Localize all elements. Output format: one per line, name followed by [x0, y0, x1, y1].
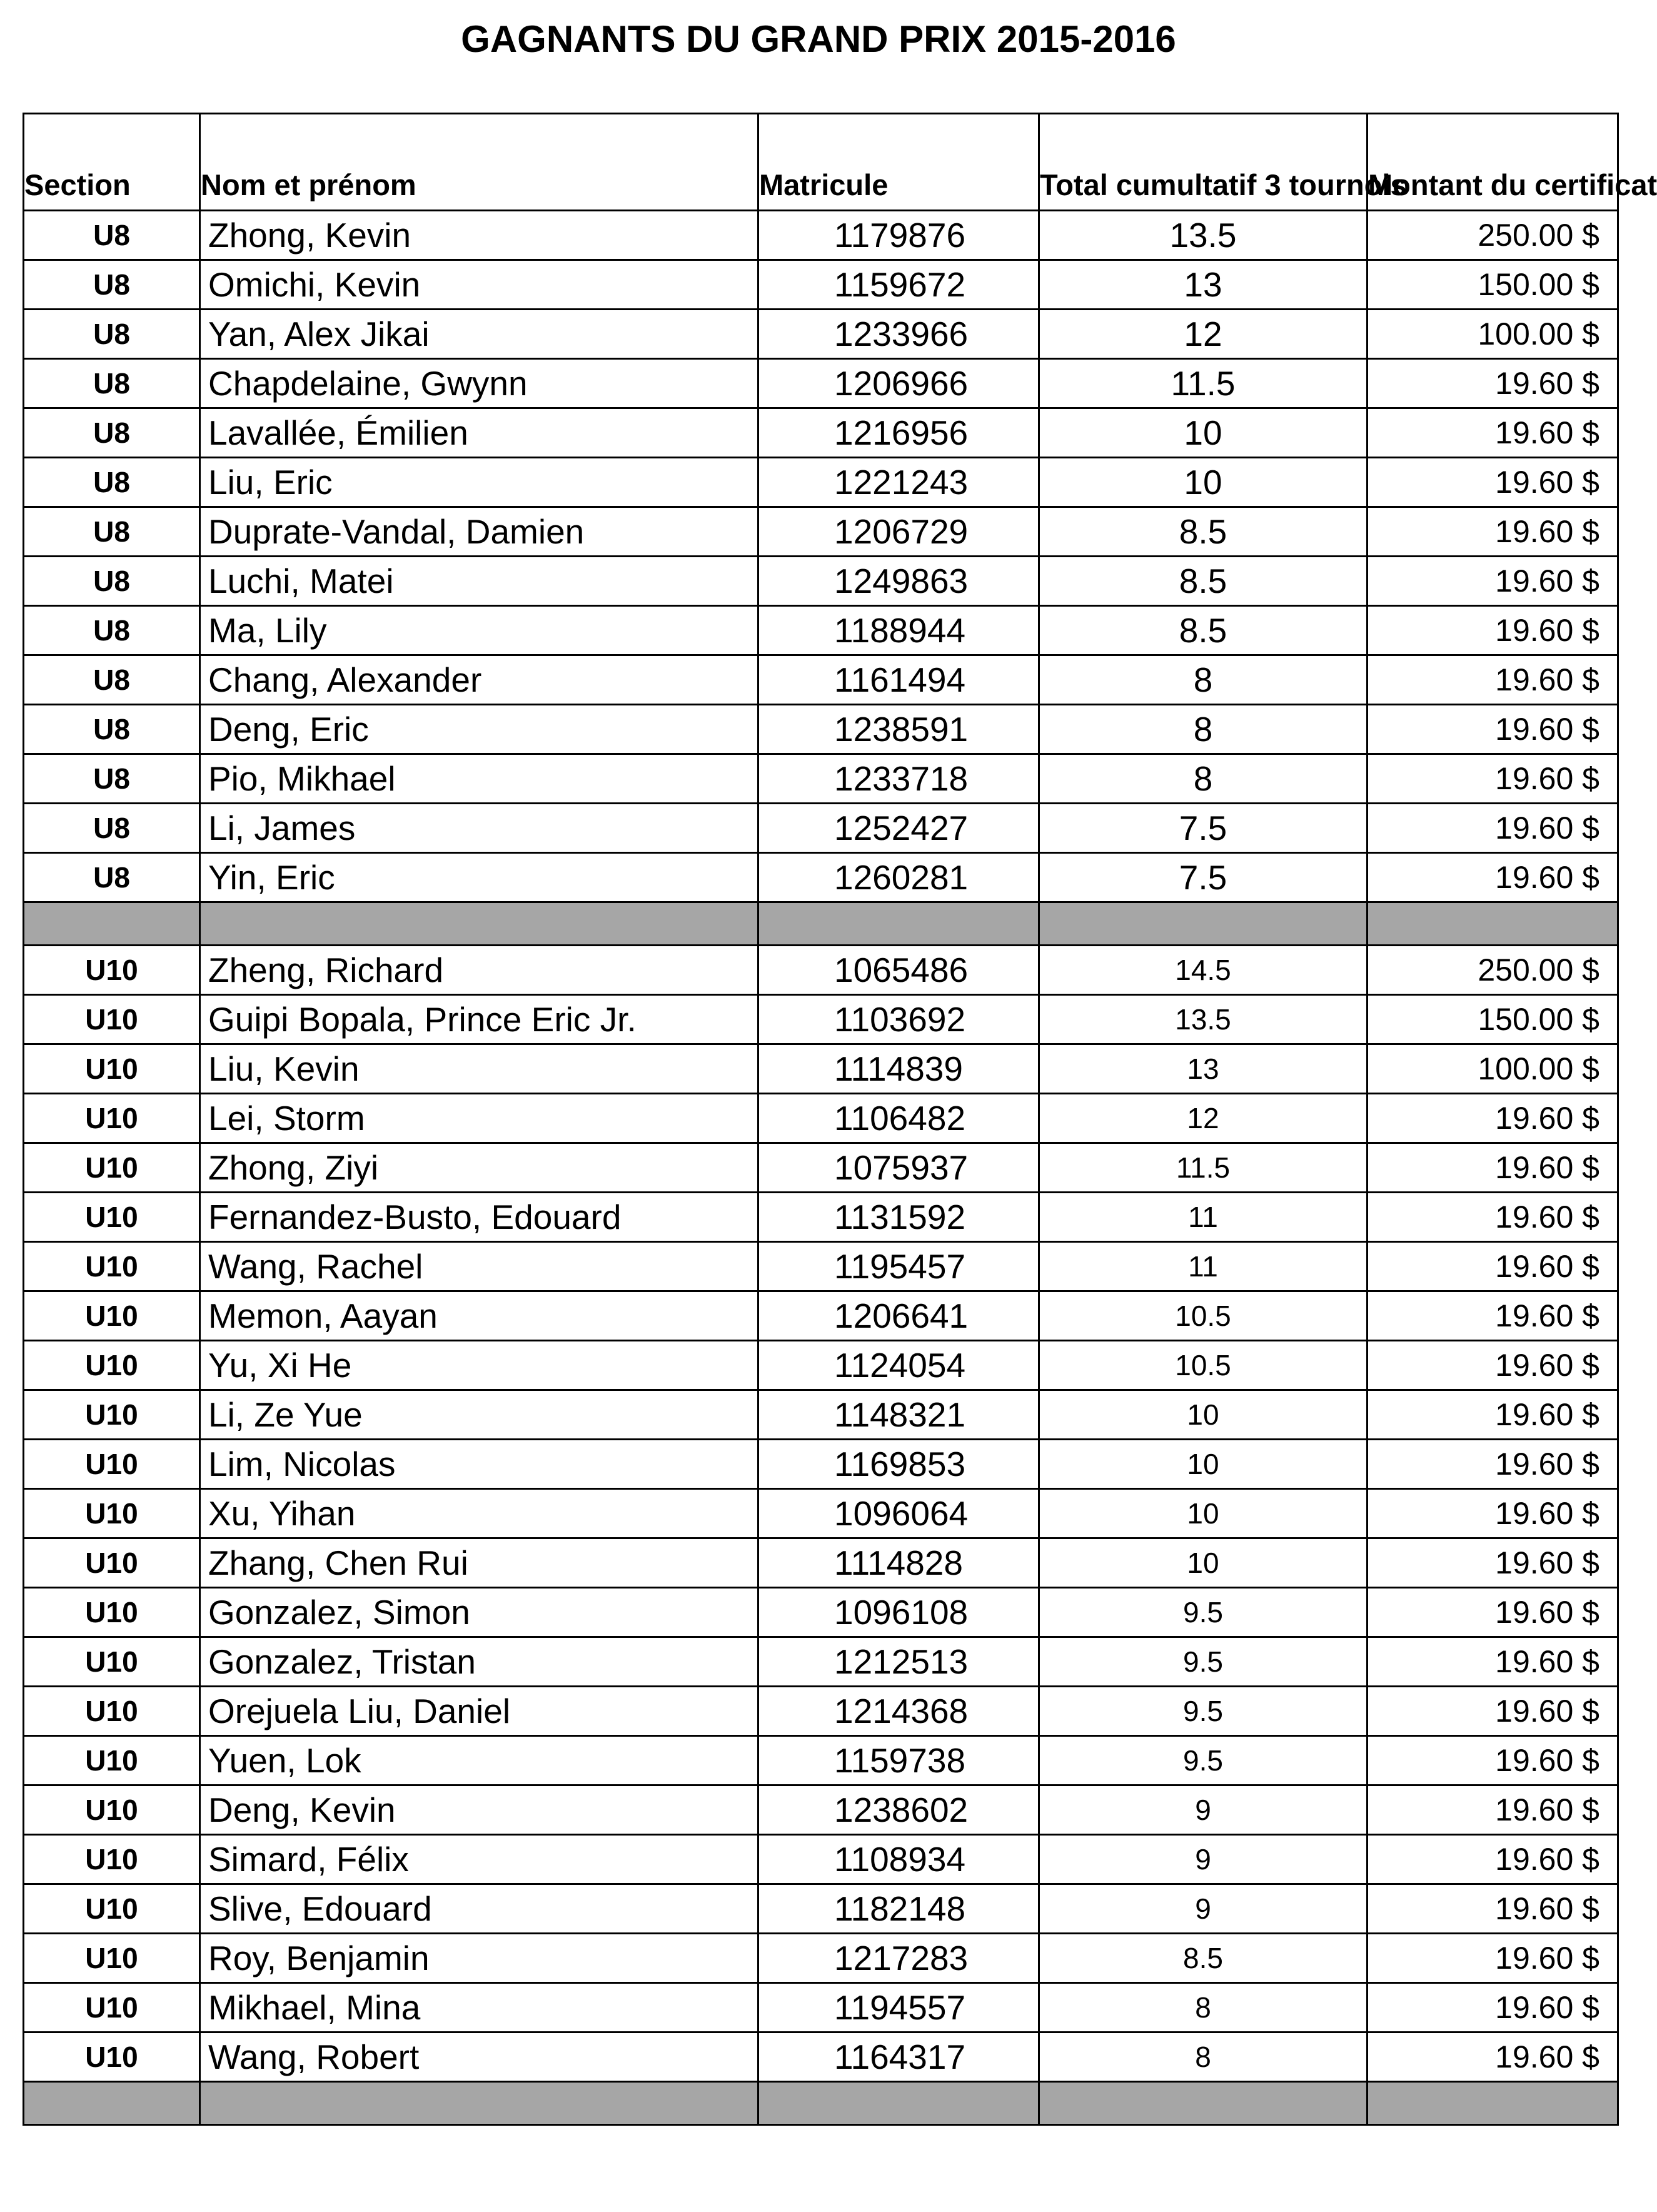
- cell-matricule: 1206641: [758, 1291, 1039, 1341]
- cell-section: U10: [24, 1094, 200, 1143]
- table-row: [24, 946, 1618, 995]
- cell-section: U8: [24, 853, 200, 902]
- cell-amount: 19.60 $: [1367, 557, 1618, 606]
- table-row: [24, 260, 1618, 310]
- table-row: [24, 507, 1618, 557]
- table-row: [24, 1489, 1618, 1538]
- table-row: [24, 1736, 1618, 1785]
- cell-total: 9.5: [1039, 1588, 1367, 1637]
- cell-matricule: 1075937: [758, 1143, 1039, 1193]
- cell-total: 11: [1039, 1193, 1367, 1242]
- cell-matricule: 1182148: [758, 1884, 1039, 1934]
- cell-matricule: 1188944: [758, 606, 1039, 655]
- cell-matricule: 1260281: [758, 853, 1039, 902]
- cell-amount: 150.00 $: [1367, 995, 1618, 1044]
- cell-section: U10: [24, 1341, 200, 1390]
- table-row: [24, 1291, 1618, 1341]
- table-row: [24, 995, 1618, 1044]
- cell-matricule: 1096108: [758, 1588, 1039, 1637]
- table-row: [24, 1588, 1618, 1637]
- cell-matricule: 1249863: [758, 557, 1039, 606]
- separator-cell: [1039, 902, 1367, 946]
- cell-matricule: 1065486: [758, 946, 1039, 995]
- cell-total: 7.5: [1039, 804, 1367, 853]
- table-row: [24, 606, 1618, 655]
- winners-table: [23, 113, 1657, 2126]
- separator-cell: [200, 902, 758, 946]
- section-separator-row: [24, 2082, 1618, 2125]
- cell-name: Pio, Mikhael: [200, 754, 758, 804]
- cell-amount: 19.60 $: [1367, 1440, 1618, 1489]
- cell-amount: 100.00 $: [1367, 1044, 1618, 1094]
- cell-matricule: 1216956: [758, 408, 1039, 458]
- cell-amount: 19.60 $: [1367, 1193, 1618, 1242]
- cell-section: U10: [24, 1736, 200, 1785]
- cell-name: Yuen, Lok: [200, 1736, 758, 1785]
- separator-cell: [24, 902, 200, 946]
- cell-section: U10: [24, 1637, 200, 1687]
- section-separator-row: [24, 902, 1618, 946]
- cell-name: Omichi, Kevin: [200, 260, 758, 310]
- cell-total: 8.5: [1039, 1934, 1367, 1983]
- cell-section: U10: [24, 2033, 200, 2082]
- separator-cell: [1367, 2082, 1618, 2125]
- cell-name: Zhong, Kevin: [200, 211, 758, 260]
- separator-cell: [200, 2082, 758, 2125]
- cell-name: Li, James: [200, 804, 758, 853]
- table-row: [24, 1835, 1618, 1884]
- cell-amount: 19.60 $: [1367, 1242, 1618, 1291]
- table-row: [24, 1341, 1618, 1390]
- cell-total: 11: [1039, 1242, 1367, 1291]
- cell-name: Simard, Félix: [200, 1835, 758, 1884]
- cell-section: U10: [24, 1489, 200, 1538]
- cell-matricule: 1212513: [758, 1637, 1039, 1687]
- cell-name: Luchi, Matei: [200, 557, 758, 606]
- cell-name: Deng, Kevin: [200, 1785, 758, 1835]
- table-row: [24, 1044, 1618, 1094]
- table-row: [24, 557, 1618, 606]
- table-row: [24, 2033, 1618, 2082]
- cell-matricule: 1159738: [758, 1736, 1039, 1785]
- cell-name: Deng, Eric: [200, 705, 758, 754]
- cell-name: Xu, Yihan: [200, 1489, 758, 1538]
- cell-matricule: 1159672: [758, 260, 1039, 310]
- cell-total: 9.5: [1039, 1637, 1367, 1687]
- table-row: [24, 359, 1618, 408]
- cell-amount: 19.60 $: [1367, 1983, 1618, 2033]
- cell-amount: 19.60 $: [1367, 1489, 1618, 1538]
- cell-section: U8: [24, 507, 200, 557]
- cell-section: U10: [24, 1291, 200, 1341]
- cell-amount: 19.60 $: [1367, 1934, 1618, 1983]
- cell-amount: 250.00 $: [1367, 211, 1618, 260]
- cell-amount: 250.00 $: [1367, 946, 1618, 995]
- cell-amount: 19.60 $: [1367, 606, 1618, 655]
- cell-total: 8.5: [1039, 557, 1367, 606]
- cell-section: U10: [24, 1193, 200, 1242]
- cell-total: 10: [1039, 408, 1367, 458]
- cell-total: 10.5: [1039, 1341, 1367, 1390]
- cell-name: Yu, Xi He: [200, 1341, 758, 1390]
- table-row: [24, 1242, 1618, 1291]
- table-row: [24, 1884, 1618, 1934]
- cell-matricule: 1195457: [758, 1242, 1039, 1291]
- cell-section: U8: [24, 804, 200, 853]
- table-row: [24, 655, 1618, 705]
- cell-name: Gonzalez, Tristan: [200, 1637, 758, 1687]
- cell-matricule: 1108934: [758, 1835, 1039, 1884]
- cell-section: U10: [24, 1934, 200, 1983]
- cell-matricule: 1238591: [758, 705, 1039, 754]
- cell-name: Duprate-Vandal, Damien: [200, 507, 758, 557]
- cell-matricule: 1148321: [758, 1390, 1039, 1440]
- cell-amount: 19.60 $: [1367, 655, 1618, 705]
- separator-cell: [758, 2082, 1039, 2125]
- cell-name: Lavallée, Émilien: [200, 408, 758, 458]
- cell-name: Zhong, Ziyi: [200, 1143, 758, 1193]
- cell-amount: 19.60 $: [1367, 1143, 1618, 1193]
- cell-section: U10: [24, 995, 200, 1044]
- table-row: [24, 705, 1618, 754]
- cell-matricule: 1103692: [758, 995, 1039, 1044]
- cell-name: Zheng, Richard: [200, 946, 758, 995]
- cell-amount: 150.00 $: [1367, 260, 1618, 310]
- cell-name: Yin, Eric: [200, 853, 758, 902]
- column-header-name: Nom et prénom: [200, 114, 758, 211]
- cell-name: Fernandez-Busto, Edouard: [200, 1193, 758, 1242]
- cell-total: 13: [1039, 1044, 1367, 1094]
- cell-matricule: 1124054: [758, 1341, 1039, 1390]
- cell-total: 13.5: [1039, 211, 1367, 260]
- cell-name: Liu, Kevin: [200, 1044, 758, 1094]
- table-row: [24, 804, 1618, 853]
- cell-section: U8: [24, 655, 200, 705]
- cell-name: Orejuela Liu, Daniel: [200, 1687, 758, 1736]
- header-row: [24, 114, 1618, 211]
- column-header-section: Section: [24, 114, 200, 211]
- cell-matricule: 1096064: [758, 1489, 1039, 1538]
- cell-matricule: 1179876: [758, 211, 1039, 260]
- cell-amount: 19.60 $: [1367, 1687, 1618, 1736]
- table-row: [24, 211, 1618, 260]
- cell-amount: 19.60 $: [1367, 408, 1618, 458]
- table-row: [24, 1094, 1618, 1143]
- cell-name: Chapdelaine, Gwynn: [200, 359, 758, 408]
- cell-amount: 19.60 $: [1367, 1736, 1618, 1785]
- cell-amount: 19.60 $: [1367, 1588, 1618, 1637]
- page-title: GAGNANTS DU GRAND PRIX 2015-2016: [461, 18, 1176, 60]
- cell-amount: 19.60 $: [1367, 1538, 1618, 1588]
- cell-matricule: 1164317: [758, 2033, 1039, 2082]
- cell-section: U10: [24, 1242, 200, 1291]
- cell-matricule: 1194557: [758, 1983, 1039, 2033]
- cell-name: Guipi Bopala, Prince Eric Jr.: [200, 995, 758, 1044]
- cell-section: U8: [24, 606, 200, 655]
- cell-total: 14.5: [1039, 946, 1367, 995]
- cell-name: Wang, Rachel: [200, 1242, 758, 1291]
- table-row: [24, 1785, 1618, 1835]
- cell-name: Wang, Robert: [200, 2033, 758, 2082]
- cell-matricule: 1252427: [758, 804, 1039, 853]
- cell-section: U10: [24, 1588, 200, 1637]
- cell-name: Memon, Aayan: [200, 1291, 758, 1341]
- table-row: [24, 1983, 1618, 2033]
- cell-name: Lim, Nicolas: [200, 1440, 758, 1489]
- cell-section: U8: [24, 359, 200, 408]
- cell-total: 13: [1039, 260, 1367, 310]
- cell-total: 10: [1039, 458, 1367, 507]
- table-row: [24, 1440, 1618, 1489]
- column-header-amount: Montant du certificat: [1367, 114, 1618, 211]
- cell-matricule: 1233718: [758, 754, 1039, 804]
- separator-cell: [758, 902, 1039, 946]
- cell-total: 10: [1039, 1538, 1367, 1588]
- cell-section: U10: [24, 1044, 200, 1094]
- cell-matricule: 1106482: [758, 1094, 1039, 1143]
- cell-name: Li, Ze Yue: [200, 1390, 758, 1440]
- cell-name: Yan, Alex Jikai: [200, 310, 758, 359]
- table-row: [24, 1538, 1618, 1588]
- cell-total: 10.5: [1039, 1291, 1367, 1341]
- cell-total: 8: [1039, 2033, 1367, 2082]
- cell-total: 13.5: [1039, 995, 1367, 1044]
- cell-matricule: 1214368: [758, 1687, 1039, 1736]
- cell-section: U8: [24, 705, 200, 754]
- cell-name: Liu, Eric: [200, 458, 758, 507]
- table-row: [24, 1390, 1618, 1440]
- cell-amount: 19.60 $: [1367, 1884, 1618, 1934]
- cell-name: Ma, Lily: [200, 606, 758, 655]
- table-row: [24, 458, 1618, 507]
- cell-amount: 19.60 $: [1367, 2033, 1618, 2082]
- cell-amount: 19.60 $: [1367, 1094, 1618, 1143]
- cell-amount: 19.60 $: [1367, 804, 1618, 853]
- cell-matricule: 1233966: [758, 310, 1039, 359]
- cell-section: U8: [24, 557, 200, 606]
- cell-total: 10: [1039, 1390, 1367, 1440]
- cell-section: U8: [24, 754, 200, 804]
- cell-amount: 19.60 $: [1367, 1390, 1618, 1440]
- cell-amount: 100.00 $: [1367, 310, 1618, 359]
- cell-name: Zhang, Chen Rui: [200, 1538, 758, 1588]
- cell-total: 8: [1039, 655, 1367, 705]
- cell-total: 9: [1039, 1835, 1367, 1884]
- cell-total: 10: [1039, 1489, 1367, 1538]
- cell-matricule: 1238602: [758, 1785, 1039, 1835]
- column-header-matricule: Matricule: [758, 114, 1039, 211]
- cell-amount: 19.60 $: [1367, 754, 1618, 804]
- cell-total: 11.5: [1039, 359, 1367, 408]
- cell-matricule: 1206729: [758, 507, 1039, 557]
- cell-matricule: 1114828: [758, 1538, 1039, 1588]
- table-row: [24, 754, 1618, 804]
- cell-total: 9: [1039, 1785, 1367, 1835]
- cell-section: U10: [24, 1785, 200, 1835]
- cell-amount: 19.60 $: [1367, 853, 1618, 902]
- table-body: [24, 211, 1618, 2125]
- cell-total: 8.5: [1039, 507, 1367, 557]
- cell-amount: 19.60 $: [1367, 1291, 1618, 1341]
- cell-section: U8: [24, 260, 200, 310]
- cell-total: 9.5: [1039, 1687, 1367, 1736]
- cell-section: U10: [24, 1440, 200, 1489]
- cell-matricule: 1221243: [758, 458, 1039, 507]
- cell-amount: 19.60 $: [1367, 1637, 1618, 1687]
- cell-matricule: 1217283: [758, 1934, 1039, 1983]
- table-row: [24, 1934, 1618, 1983]
- cell-amount: 19.60 $: [1367, 458, 1618, 507]
- cell-name: Slive, Edouard: [200, 1884, 758, 1934]
- cell-amount: 19.60 $: [1367, 1835, 1618, 1884]
- cell-total: 11.5: [1039, 1143, 1367, 1193]
- cell-name: Roy, Benjamin: [200, 1934, 758, 1983]
- separator-cell: [24, 2082, 200, 2125]
- cell-section: U8: [24, 310, 200, 359]
- cell-matricule: 1161494: [758, 655, 1039, 705]
- cell-total: 9.5: [1039, 1736, 1367, 1785]
- cell-total: 7.5: [1039, 853, 1367, 902]
- cell-name: Lei, Storm: [200, 1094, 758, 1143]
- cell-amount: 19.60 $: [1367, 705, 1618, 754]
- cell-total: 8: [1039, 705, 1367, 754]
- cell-section: U10: [24, 1687, 200, 1736]
- cell-matricule: 1169853: [758, 1440, 1039, 1489]
- column-header-total: Total cumultatif 3 tournois: [1039, 114, 1367, 211]
- cell-section: U8: [24, 458, 200, 507]
- separator-cell: [1367, 902, 1618, 946]
- cell-amount: 19.60 $: [1367, 1341, 1618, 1390]
- cell-section: U10: [24, 1983, 200, 2033]
- cell-name: Mikhael, Mina: [200, 1983, 758, 2033]
- cell-matricule: 1131592: [758, 1193, 1039, 1242]
- cell-section: U10: [24, 1884, 200, 1934]
- cell-section: U10: [24, 946, 200, 995]
- cell-total: 12: [1039, 310, 1367, 359]
- table-row: [24, 408, 1618, 458]
- cell-section: U10: [24, 1143, 200, 1193]
- cell-total: 12: [1039, 1094, 1367, 1143]
- table-row: [24, 310, 1618, 359]
- table-row: [24, 1637, 1618, 1687]
- cell-section: U10: [24, 1835, 200, 1884]
- separator-cell: [1039, 2082, 1367, 2125]
- cell-section: U10: [24, 1538, 200, 1588]
- table-row: [24, 1687, 1618, 1736]
- cell-matricule: 1114839: [758, 1044, 1039, 1094]
- cell-section: U8: [24, 408, 200, 458]
- cell-matricule: 1206966: [758, 359, 1039, 408]
- cell-total: 10: [1039, 1440, 1367, 1489]
- cell-name: Gonzalez, Simon: [200, 1588, 758, 1637]
- cell-total: 8: [1039, 754, 1367, 804]
- table-row: [24, 1143, 1618, 1193]
- table-row: [24, 1193, 1618, 1242]
- table-row: [24, 853, 1618, 902]
- cell-section: U10: [24, 1390, 200, 1440]
- cell-total: 9: [1039, 1884, 1367, 1934]
- cell-amount: 19.60 $: [1367, 1785, 1618, 1835]
- cell-section: U8: [24, 211, 200, 260]
- cell-name: Chang, Alexander: [200, 655, 758, 705]
- cell-total: 8: [1039, 1983, 1367, 2033]
- cell-total: 8.5: [1039, 606, 1367, 655]
- cell-amount: 19.60 $: [1367, 507, 1618, 557]
- cell-amount: 19.60 $: [1367, 359, 1618, 408]
